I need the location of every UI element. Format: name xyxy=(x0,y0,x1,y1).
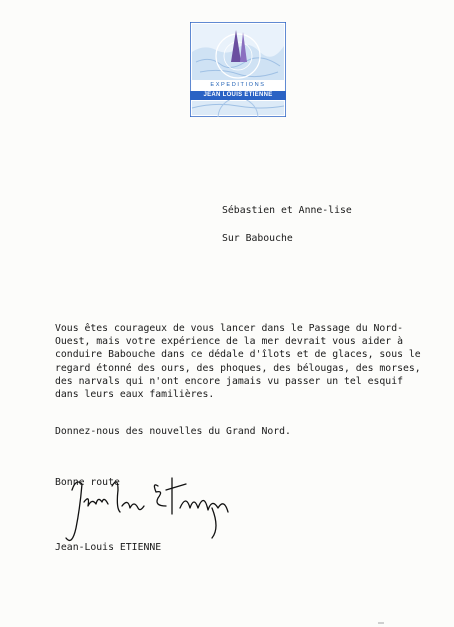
logo-expeditions-label: EXPEDITIONS xyxy=(210,82,266,88)
body-line: des narvals qui n'ont encore jamais vu passer un tel esquif xyxy=(55,375,403,387)
scan-mark xyxy=(378,622,384,624)
expeditions-logo xyxy=(190,22,286,117)
body-line: Ouest, mais votre expérience de la mer devrait vous aider à xyxy=(55,336,403,348)
logo-graphic xyxy=(190,22,286,117)
body-line: dans leurs eaux familières. xyxy=(55,389,215,401)
body-line: regard étonné des ours, des phoques, des bélougas, des morses, xyxy=(55,362,421,374)
body-paragraph xyxy=(55,322,421,401)
logo-name-label: JEAN LOUIS ETIENNE xyxy=(190,91,286,100)
body-line: Vous êtes courageux de vous lancer dans le Passage du Nord- xyxy=(55,323,403,334)
recipient-line: Sébastien et Anne-lise xyxy=(222,205,352,216)
closing-line: Donnez-nous des nouvelles du Grand Nord. xyxy=(55,426,291,437)
farewell-line: Bonne route xyxy=(55,477,120,488)
boat-line: Sur Babouche xyxy=(222,233,293,244)
signer-name: Jean-Louis ETIENNE xyxy=(55,542,162,553)
body-line: conduire Babouche dans ce dédale d'îlots et de glaces, sous le xyxy=(55,349,421,361)
